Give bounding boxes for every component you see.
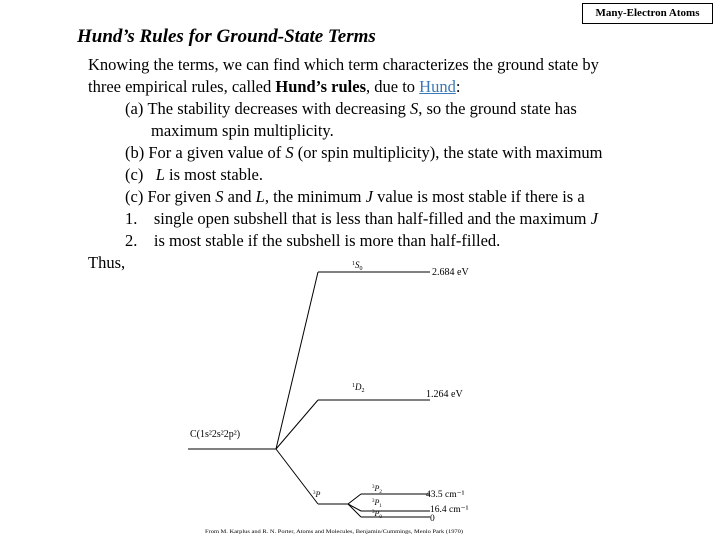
- thus-label: Thus,: [88, 253, 126, 272]
- term-label-3P: [313, 490, 321, 499]
- term-j: 1: [379, 504, 382, 509]
- energy-3P0: 0: [430, 514, 435, 524]
- term-multiplicity: 3: [372, 485, 375, 490]
- energy-3P2: 43.5 cm⁻¹: [426, 490, 465, 500]
- rule-text: , the minimum: [264, 187, 366, 206]
- rule-variable: L: [255, 187, 265, 206]
- rule-text: is most stable if the subshell is more than half-filled.: [153, 231, 501, 250]
- rule-text: (or spin multiplicity), the state with maximum: [293, 143, 603, 162]
- section-badge: Many-Electron Atoms: [582, 3, 713, 24]
- connector-to-3P: [276, 449, 318, 504]
- term-j: 2: [379, 490, 382, 495]
- rule-variable: S: [409, 99, 419, 118]
- rule-a-cont: maximum spin multiplicity.: [151, 121, 334, 140]
- rule-variable: J: [365, 187, 373, 206]
- figure-credit: From M. Karplus and R. N. Porter, Atoms and Molecules, Benjamin/Cummings, Menlo Park (1970): [205, 530, 464, 535]
- intro-text: , due to: [366, 77, 420, 96]
- hunds-rules-term: Hund’s rules: [275, 77, 366, 96]
- term-label-3P1: [372, 498, 382, 509]
- energy-3P1: 16.4 cm⁻¹: [430, 505, 469, 515]
- rule-variable: S: [285, 143, 294, 162]
- page-title: Hund’s Rules for Ground-State Terms: [77, 26, 376, 47]
- term-multiplicity: 1: [352, 383, 355, 389]
- energy-1D2: 1.264 eV: [426, 389, 463, 400]
- term-j: 0: [379, 515, 382, 520]
- config-label: C(1s²2s²2p²): [190, 429, 241, 440]
- term-multiplicity: 3: [372, 510, 375, 515]
- rule-text: single open subshell that is less than half-filled and the maximum: [153, 209, 591, 228]
- hund-link[interactable]: Hund: [419, 77, 456, 96]
- rule-text: For given: [147, 187, 216, 206]
- rule-variable: S: [215, 187, 224, 206]
- rule-text: and: [223, 187, 256, 206]
- rule-marker: (a): [125, 99, 144, 118]
- term-label-3P2: [372, 484, 382, 495]
- rule-marker: (c): [125, 165, 144, 184]
- rule-marker: (c): [125, 187, 144, 206]
- rule-variable: L: [155, 165, 165, 184]
- term-letter: P: [374, 498, 380, 507]
- term-label-1S0: [352, 260, 363, 272]
- connector-to-3P2: [348, 494, 361, 504]
- rule-marker: 1.: [125, 209, 138, 228]
- term-letter: D: [355, 382, 362, 392]
- rule-text: value is most stable if there is a: [372, 187, 585, 206]
- term-letter: P: [374, 509, 380, 518]
- intro-text: three empirical rules, called: [88, 77, 276, 96]
- intro-line-1: Knowing the terms, we can find which term characterizes the ground state by: [88, 55, 599, 74]
- term-multiplicity: 3: [372, 499, 375, 504]
- rule-text: is most stable.: [164, 165, 263, 184]
- term-j: 0: [359, 266, 363, 272]
- term-multiplicity: 3: [313, 491, 316, 496]
- energy-1S0: 2.684 eV: [432, 267, 469, 278]
- term-letter: S: [355, 260, 360, 270]
- connector-to-1S: [276, 272, 318, 449]
- rule-variable: J: [590, 209, 598, 228]
- term-label-1D2: [352, 382, 365, 394]
- rule-marker: (b): [125, 143, 145, 162]
- term-j: 2: [361, 388, 365, 394]
- rule-marker: 2.: [125, 231, 138, 250]
- term-multiplicity: 1: [352, 261, 355, 267]
- rule-text: For a given value of: [148, 143, 286, 162]
- term-letter: P: [374, 484, 380, 493]
- term-letter: P: [315, 490, 321, 499]
- rule-text: The stability decreases with decreasing: [147, 99, 410, 118]
- intro-text: :: [455, 77, 461, 96]
- rule-text: , so the ground state has: [418, 99, 577, 118]
